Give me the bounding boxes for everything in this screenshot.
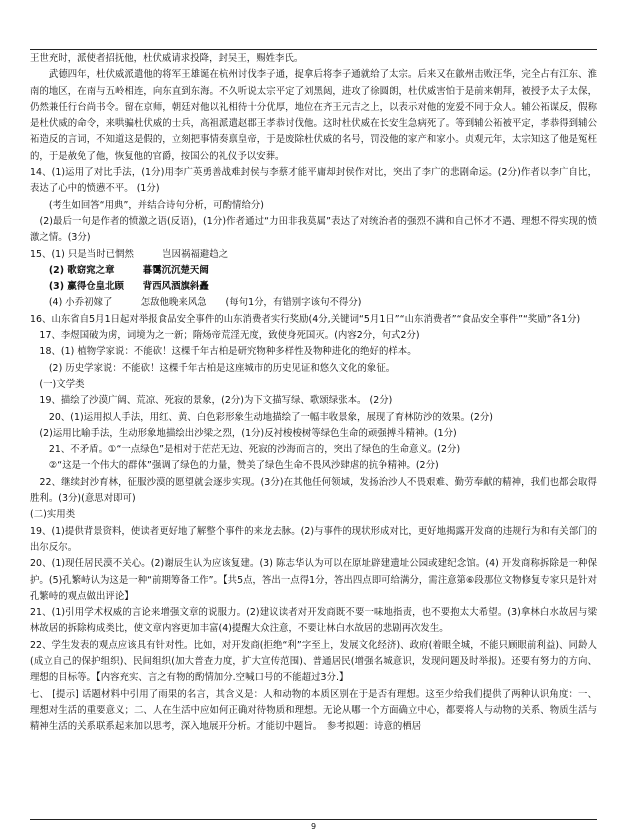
text-line: 21、不矛盾。①“一点绿色”是相对于茫茫无边、死寂的沙海而言的，突出了绿色的生命意义。(2分) [30, 444, 461, 456]
section-heading: (一)文学类 [30, 378, 85, 390]
text-line: 19、描绘了沙漠广阔、荒凉、死寂的景象，(2分)为下文描写绿、歌颂绿张本。 (2分) [30, 395, 393, 407]
section-heading: (二)实用类 [30, 509, 76, 521]
text-line: (2) 歌窈窕之章 暮霭沉沉楚天阔 [30, 264, 209, 276]
text-line: (2)最后一句是作者的愤激之语(反语)，(1分)作者通过“力田非我莫属”表达了对统治者的强烈不满和自己怀才不遇、理想不得实现的愤激之情。(3分) [30, 215, 597, 244]
text-line: ②“这是一个伟大的群体”强调了绿色的力量，赞美了绿色生命不畏风沙肆虐的抗争精神。(2分) [30, 460, 439, 472]
text-line: 王世充时，派使者招抚他，杜伏威请求投降，封吴王，赐姓李氏。 [30, 53, 304, 64]
text-line: 16、山东省自5月1日起对举报食品安全事件的山东消费者实行奖励(4分,关键词“5月1日”“山东消费者”“食品安全事件”“奖励”各1分) [30, 313, 581, 325]
text-line: (2)运用比喻手法，生动形象地描绘出沙梁之烈，(1分)反衬梭梭树等绿色生命的顽强搏斗精神。(1分) [30, 427, 457, 439]
text-line: 17、李煜国破为虏，词境为之一新；隋炀帝荒淫无度，致使身死国灭。(内容2分，句式2分) [30, 330, 420, 342]
text-line: 武德四年，杜伏威派遣他的将军王雄诞在杭州讨伐李子通，捉拿后将李子通就给了太宗。后来又在歙州击败汪华，完全占有江东、淮南的地区，在南与五岭相连，向东直到东海。不久听说太宗平定了刘黑闼，进攻了徐圆朗，杜伏威害怕于是前来朝拜，被授予太子太保，仍然兼任行台尚书令。留在京师，朝廷对他以礼相待十分优厚，地位在齐王元吉之上，以表示对他的宠爱不同于众人。辅公祏谋反，假称是杜伏威的命令，来哄骗杜伏威的士兵，高祖派遣赵郡王孝恭讨伐他。这时杜伏威在长安生急病死了。等到辅公祏被平定，孝恭得到辅公祏造反的言词，不知道这是假的，立刻把事情奏禀皇帝，于是废除杜伏威的名号，罚没他的家产和家小。贞观元年，太宗知这了他是冤枉的，于是赦免了他，恢复他的官爵，按国公的礼仪予以安葬。 [30, 69, 597, 162]
text-line: 22、继续封沙育林，征服沙漠的愿望就会逐步实现。(3分)在其他任何领域，发扬治沙人不畏艰难、勤劳奉献的精神，我们也都会取得胜利。(3分)(意思对即可) [30, 476, 597, 505]
text-line: (2) 历史学家说：不能砍！这棵千年古柏是这座城市的历史见证和悠久文化的象征。 [30, 362, 396, 374]
text-line: 21、(1)引用学术权威的言论来增强文章的说服力。(2)建议读者对开发商既不要一味地指责，也不要抱太大希望。(3)拿林白水故居与梁林故居的拆除构成类比，使文章内容更加丰富(4)提醒大众注意，不要让林白水故居的悲剧再次发生。 [30, 607, 597, 635]
text-line: 22、学生发表的观点应该具有针对性。比如，对开发商(拒绝“利”字至上，发展文化经济)、政府(着眼全城，不能只顾眼前利益)、同龄人(成立自己的保护组织)、民间组织(加大普查力度，扩大宣传范围)、普通居民(增强名城意识，发现问题及时举报)。还要有努力的方向、理想的目标等。【内容充实、言之有物的酌情加分.空喊口号的不能超过3分.】 [30, 639, 597, 684]
top-rule [30, 49, 597, 50]
text-line: 七、 [提示] 话题材料中引用了雨果的名言，其含义是：人和动物的本质区别在于是否有理想。这至少给我们提供了两种认识角度：一、理想对生活的重要意义；二、人在生活中应如何正确对待物质和理想。无论从哪一个方面确立中心，都要将人与动物的关系、物质生活与精神生活的关系联系起来加以思考，深入地展开分析。才能切中题旨。 参考拟题：诗意的栖居 [30, 688, 597, 733]
text-line: (3) 赢得仓皇北顾 背西风酒旗斜矗 [30, 281, 209, 293]
bottom-rule [30, 819, 597, 820]
answer-text [30, 51, 597, 735]
text-line: (考生如回答“用典”，并结合诗句分析，可酌情给分) [30, 199, 265, 211]
text-line: 15、(1) 只是当时已惘然 岂因祸福避趋之 [30, 248, 229, 260]
page-number: 9 [310, 822, 317, 831]
document-page [30, 0, 597, 837]
text-line: 20、(1)现任居民漠不关心。(2)谢辰生认为应该复建。(3) 陈志华认为可以在原址辟建遗址公园或建纪念馆。(4) 开发商称拆除是一种保护。(5)孔繁峙认为这是一种“前期筹备工作”。【共5点，答出一点得1分，答出四点即可给满分，需注意第⑥段那位文物修复专家只是针对孔繁峙的观点做出评论】 [30, 558, 597, 602]
text-line: (4) 小乔初嫁了 怎敌他晚来风急 (每句1分，有错别字该句不得分) [30, 297, 362, 309]
text-line: 19、(1)提供背景资料，使读者更好地了解整个事件的来龙去脉。(2)与事件的现状形成对比，更好地揭露开发商的违规行为和有关部门的出尔反尔。 [30, 525, 597, 553]
text-line: 20、(1)运用拟人手法，用红、黄、白色彩形象生动地描绘了一幅丰收景象，展现了育林防沙的效果。(2分) [30, 411, 494, 423]
text-line: 18、(1) 植物学家说：不能砍！这棵千年古柏是研究物种多样性及物种进化的绝好的样本。 [30, 346, 417, 358]
text-line: 14、(1)运用了对比手法，(1分)用李广英勇善战难封侯与李蔡才能平庸却封侯作对比，突出了李广的悲剧命运。(2分)作者以李广自比，表达了心中的愤懑不平。 (1分) [30, 167, 597, 195]
